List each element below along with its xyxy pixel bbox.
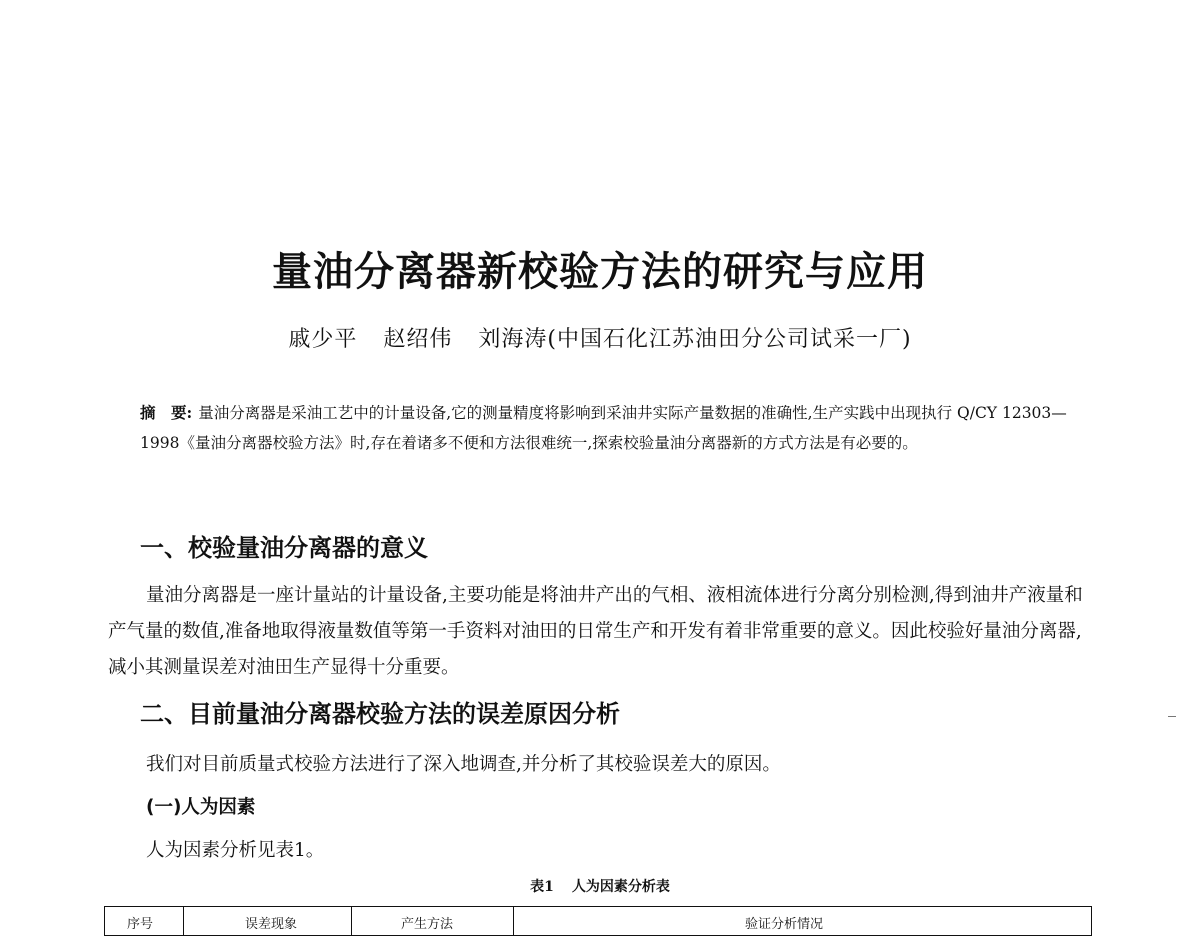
section-1-paragraph: 量油分离器是一座计量站的计量设备,主要功能是将油井产出的气相、液相流体进行分离分别检测,得到油井产液量和产气量的数值,准备地取得液量数值等第一手资料对油田的日常生产和开发有着非常重要的意义。因此校验好量油分离器,减小其测量误差对油田生产显得十分重要。 — [108, 585, 1083, 678]
author-line — [0, 322, 1200, 353]
section-2-heading: 二、目前量油分离器校验方法的误差原因分析 — [140, 700, 620, 728]
table-caption-number: 表1 — [530, 879, 554, 895]
abstract-label: 摘 要: — [140, 403, 193, 422]
subsection-heading: (一)人为因素 — [146, 797, 256, 818]
table-header-cell: 验证分析情况 — [745, 917, 824, 932]
author-1: 戚少平 — [288, 327, 358, 352]
scan-mark — [1168, 716, 1176, 717]
table-header-cell: 产生方法 — [401, 917, 454, 932]
table-divider — [183, 907, 184, 935]
table-divider — [351, 907, 352, 935]
abstract — [140, 398, 1070, 458]
table-header-cell: 误差现象 — [245, 917, 298, 932]
abstract-text: 量油分离器是采油工艺中的计量设备,它的测量精度将影响到采油井实际产量数据的准确性,生产实践中出现执行 Q/CY 12303—1998《量油分离器校验方法》时,存在着诸多不便和方法很难统一,探索校验量油分离器新的方式方法是有必要的。 — [140, 404, 1067, 452]
table-header-cell: 序号 — [127, 917, 154, 932]
table-caption — [0, 876, 1200, 896]
subsection-intro: 人为因素分析见表1。 — [146, 840, 325, 861]
table-divider — [513, 907, 514, 935]
paper-title: 量油分离器新校验方法的研究与应用 — [272, 248, 928, 295]
section-1-heading: 一、校验量油分离器的意义 — [140, 534, 428, 562]
author-2: 赵绍伟 — [383, 327, 453, 352]
table-caption-title: 人为因素分析表 — [571, 879, 670, 895]
table-1 — [104, 906, 1092, 936]
author-3-affiliation: 刘海涛(中国石化江苏油田分公司试采一厂) — [478, 327, 912, 352]
section-2-intro: 我们对目前质量式校验方法进行了深入地调查,并分析了其校验误差大的原因。 — [146, 754, 781, 775]
